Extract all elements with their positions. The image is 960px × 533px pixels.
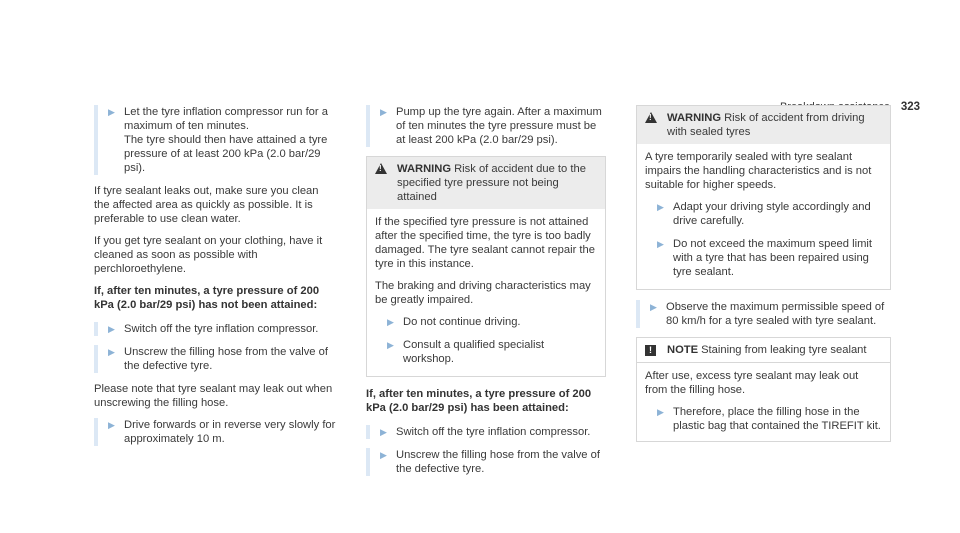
paragraph: After use, excess tyre sealant may leak out from the filling hose. bbox=[645, 370, 859, 396]
warning-title: Risk of accident from driving with sealed tyres bbox=[667, 112, 865, 138]
warning-body bbox=[367, 209, 605, 376]
instruction-step bbox=[94, 322, 337, 336]
step-text: Do not continue driving. bbox=[403, 316, 521, 328]
paragraph: Please note that tyre sealant may leak out when unscrewing the filling hose. bbox=[94, 383, 333, 409]
page-number: 323 bbox=[900, 101, 920, 113]
note-keyword: NOTE bbox=[667, 344, 699, 356]
warning-header bbox=[637, 106, 890, 144]
instruction-step bbox=[94, 105, 337, 175]
step-text: Unscrew the filling hose from the valve of the defective tyre. bbox=[124, 346, 328, 372]
step-text: Therefore, place the filling hose in the plastic bag that contained the TIREFIT kit. bbox=[673, 406, 881, 432]
instruction-step bbox=[366, 105, 606, 147]
step-text: Drive forwards or in reverse very slowly for approximately 10 m. bbox=[124, 419, 336, 445]
paragraph: A tyre temporarily sealed with tyre sealant impairs the handling characteristics and is not suitable for higher speeds. bbox=[645, 151, 872, 191]
instruction-step bbox=[657, 405, 882, 433]
note-body bbox=[637, 363, 890, 441]
column-1 bbox=[94, 105, 337, 455]
step-text: Switch off the tyre inflation compressor. bbox=[396, 426, 591, 438]
step-text bbox=[124, 105, 337, 175]
step-text: Observe the maximum permissible speed of 80 km/h for a tyre sealed with tyre sealant. bbox=[666, 301, 885, 327]
warning-box bbox=[636, 105, 891, 290]
warning-keyword: WARNING bbox=[397, 163, 452, 175]
step-bar bbox=[636, 300, 640, 328]
warning-triangle-icon bbox=[645, 111, 667, 139]
paragraph: If the specified tyre pressure is not attained after the specified time, the tyre is too badly damaged. The tyre sealant cannot repair the tyre in this instance. bbox=[375, 216, 595, 270]
instruction-step bbox=[366, 425, 606, 439]
step-bar bbox=[94, 322, 98, 336]
step-line: The tyre should then have attained a tyre pressure of at least 200 kPa (2.0 bar/29 psi). bbox=[124, 134, 328, 174]
step-arrow-icon: ▶ bbox=[387, 317, 394, 327]
subheading: If, after ten minutes, a tyre pressure of 200 kPa (2.0 bar/29 psi) has not been attained: bbox=[94, 285, 320, 311]
warning-keyword: WARNING bbox=[667, 112, 722, 124]
instruction-step bbox=[387, 315, 597, 329]
instruction-step bbox=[387, 338, 597, 366]
instruction-step bbox=[657, 237, 882, 279]
step-arrow-icon: ▶ bbox=[108, 107, 115, 117]
step-arrow-icon: ▶ bbox=[380, 450, 387, 460]
note-title: Staining from leaking tyre sealant bbox=[701, 344, 867, 356]
column-2 bbox=[366, 105, 606, 485]
paragraph: The braking and driving characteristics may be greatly impaired. bbox=[375, 280, 591, 306]
instruction-step bbox=[636, 300, 891, 328]
instruction-step bbox=[366, 448, 606, 476]
step-arrow-icon: ▶ bbox=[108, 420, 115, 430]
note-box bbox=[636, 337, 891, 442]
instruction-step bbox=[94, 345, 337, 373]
step-arrow-icon: ▶ bbox=[657, 407, 664, 417]
step-text: Switch off the tyre inflation compressor. bbox=[124, 323, 319, 335]
step-arrow-icon: ▶ bbox=[650, 302, 657, 312]
warning-body bbox=[637, 144, 890, 289]
step-arrow-icon: ▶ bbox=[108, 324, 115, 334]
step-arrow-icon: ▶ bbox=[387, 340, 394, 350]
step-arrow-icon: ▶ bbox=[657, 239, 664, 249]
instruction-step bbox=[657, 200, 882, 228]
step-bar bbox=[94, 345, 98, 373]
column-3 bbox=[636, 105, 891, 452]
instruction-step bbox=[94, 418, 337, 446]
subheading: If, after ten minutes, a tyre pressure of 200 kPa (2.0 bar/29 psi) has been attained: bbox=[366, 388, 592, 414]
notice-exclamation-icon: ! bbox=[645, 343, 667, 357]
step-bar bbox=[366, 448, 370, 476]
warning-triangle-icon bbox=[375, 162, 397, 204]
note-header bbox=[637, 338, 890, 363]
warning-title: Risk of accident due to the specified tyre pressure not being attained bbox=[397, 163, 586, 203]
step-arrow-icon: ▶ bbox=[108, 347, 115, 357]
step-bar bbox=[366, 425, 370, 439]
step-arrow-icon: ▶ bbox=[380, 107, 387, 117]
step-text: Consult a qualified specialist workshop. bbox=[403, 339, 545, 365]
paragraph: If you get tyre sealant on your clothing, have it cleaned as soon as possible with perchloroethylene. bbox=[94, 235, 323, 275]
paragraph: If tyre sealant leaks out, make sure you clean the affected area as quickly as possible. It is preferable to use clean water. bbox=[94, 185, 319, 225]
step-line: Let the tyre inflation compressor run for a maximum of ten minutes. bbox=[124, 106, 328, 132]
step-arrow-icon: ▶ bbox=[657, 202, 664, 212]
step-bar bbox=[366, 105, 370, 147]
step-arrow-icon: ▶ bbox=[380, 427, 387, 437]
step-text: Do not exceed the maximum speed limit with a tyre that has been repaired using tyre sealant. bbox=[673, 238, 872, 278]
warning-header bbox=[367, 157, 605, 209]
step-bar bbox=[94, 418, 98, 446]
step-text: Adapt your driving style accordingly and drive carefully. bbox=[673, 201, 871, 227]
step-bar bbox=[94, 105, 98, 175]
warning-box bbox=[366, 156, 606, 377]
step-text: Pump up the tyre again. After a maximum of ten minutes the tyre pressure must be at least 200 kPa (2.0 bar/29 psi). bbox=[396, 106, 602, 146]
step-text: Unscrew the filling hose from the valve of the defective tyre. bbox=[396, 449, 600, 475]
